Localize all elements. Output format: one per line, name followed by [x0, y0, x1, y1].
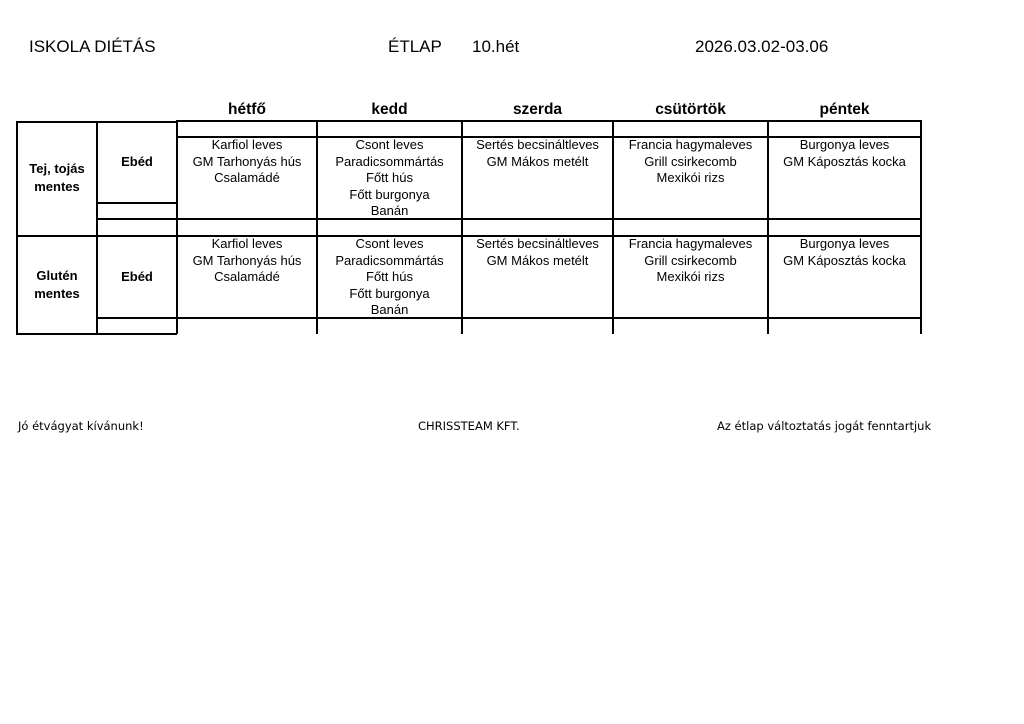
day-header-wednesday: szerda	[512, 101, 563, 118]
menu-cell	[613, 236, 768, 286]
dish: Paradicsommártás	[335, 153, 444, 169]
dish: Csalamádé	[214, 269, 280, 284]
section-label-line2: mentes	[34, 286, 80, 301]
menu-title: ÉTLAP	[388, 37, 442, 56]
week-number: 10.hét	[472, 37, 520, 56]
dish: Főtt hús	[366, 269, 413, 284]
menu-cell	[177, 236, 317, 286]
dish: Főtt burgonya	[349, 285, 430, 301]
dish: GM Tarhonyás hús	[192, 252, 302, 268]
menu-cell	[768, 137, 921, 170]
grid-line	[96, 202, 177, 204]
dish: Karfiol leves	[211, 236, 283, 251]
dish: Főtt burgonya	[349, 186, 430, 202]
dish: Csont leves	[355, 137, 424, 152]
dish: Mexikói rizs	[656, 170, 725, 185]
dish: Francia hagymaleves	[628, 137, 753, 152]
section-label-line2: mentes	[34, 179, 80, 194]
dish: Paradicsommártás	[335, 252, 444, 268]
dish: Főtt hús	[366, 170, 413, 185]
day-header-thursday: csütörtök	[655, 101, 726, 118]
dish: Banán	[370, 203, 409, 218]
dish: Grill csirkecomb	[644, 153, 737, 169]
menu-cell	[177, 137, 317, 187]
grid-line	[96, 317, 922, 319]
day-header-tuesday: kedd	[371, 101, 408, 118]
menu-cell	[613, 137, 768, 187]
dish: Francia hagymaleves	[628, 236, 753, 251]
dish: GM Mákos metélt	[486, 153, 589, 169]
dish: Karfiol leves	[211, 137, 283, 152]
dish: GM Mákos metélt	[486, 252, 589, 268]
grid-line	[96, 218, 922, 220]
menu-cell	[462, 137, 613, 170]
section-label-gluten-free	[17, 267, 97, 303]
day-header-friday: péntek	[819, 101, 870, 118]
section-label-line1: Glutén	[36, 268, 78, 283]
dish: Sertés becsináltleves	[476, 137, 599, 152]
day-header-monday: hétfő	[228, 101, 266, 118]
menu-cell	[317, 236, 462, 319]
footer-disclaimer: Az étlap változtatás jogát fenntartjuk	[717, 419, 932, 433]
school-title: ISKOLA DIÉTÁS	[29, 37, 156, 56]
dish: Banán	[370, 302, 409, 317]
section-label-line1: Tej, tojás	[29, 161, 85, 176]
footer-greeting: Jó étvágyat kívánunk!	[18, 419, 144, 433]
dish: Mexikói rizs	[656, 269, 725, 284]
grid-line	[176, 120, 922, 122]
meal-label: Ebéd	[121, 154, 153, 169]
dish: Csalamádé	[214, 170, 280, 185]
dish: GM Káposztás kocka	[783, 153, 906, 169]
dish: GM Tarhonyás hús	[192, 153, 302, 169]
section-label-dairy-egg-free	[17, 160, 97, 196]
footer-company: CHRISSTEAM KFT.	[418, 419, 520, 433]
menu-cell	[317, 137, 462, 220]
dish: Grill csirkecomb	[644, 252, 737, 268]
menu-cell	[462, 236, 613, 269]
dish: Csont leves	[355, 236, 424, 251]
dish: Burgonya leves	[799, 137, 890, 152]
date-range: 2026.03.02-03.06	[695, 37, 829, 56]
menu-cell	[768, 236, 921, 269]
meal-label: Ebéd	[121, 269, 153, 284]
dish: Sertés becsináltleves	[476, 236, 599, 251]
dish: GM Káposztás kocka	[783, 252, 906, 268]
dish: Burgonya leves	[799, 236, 890, 251]
